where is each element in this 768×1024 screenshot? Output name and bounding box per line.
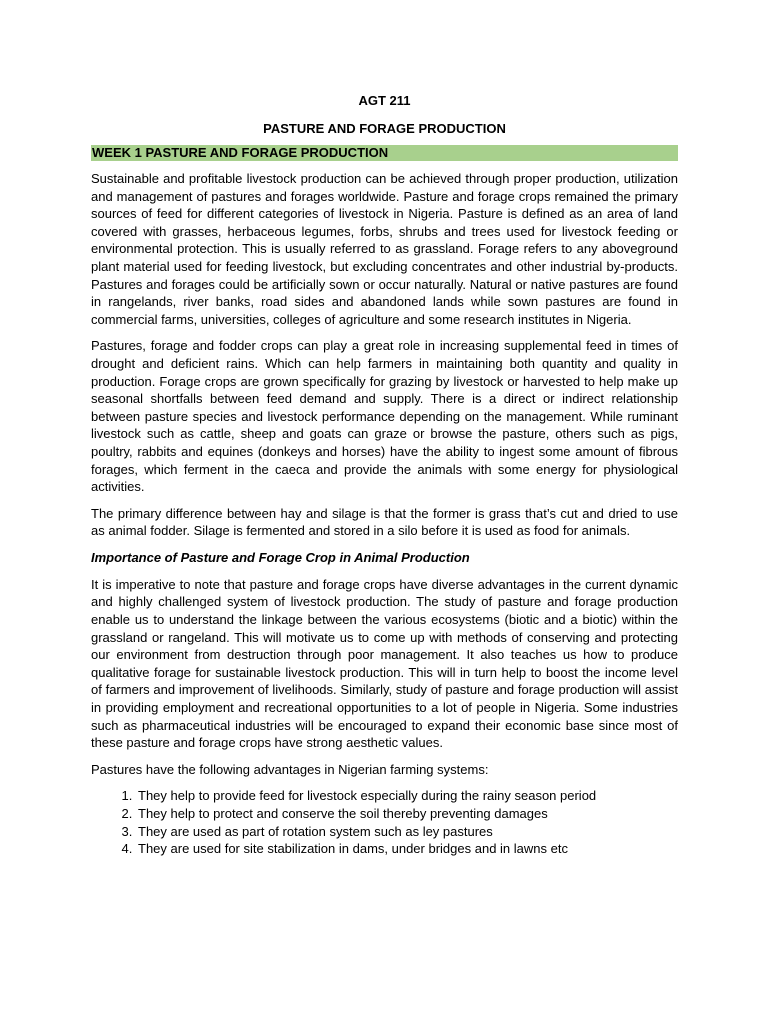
list-item: 3. They are used as part of rotation system such as ley pastures (136, 823, 678, 841)
intro-paragraph: Sustainable and profitable livestock production can be achieved through proper production, utilization and management of pastures and forages worldwide. Pasture and forage crops remained the primary sources of feed for different categories of livestock in Nigeria. Pasture is defined as an area of land covered with grasses, herbaceous legumes, forbs, shrubs and trees used for livestock feeding or environmental protection. This is usually referred to as grassland. Forage refers to any aboveground plant material used for feeding livestock, but excluding concentrates and other industrial by-products. Pastures and forages could be artificially sown or occur naturally. Natural or native pastures are found in rangelands, river banks, road sides and abandoned lands while sown pastures are found in commercial farms, universities, colleges of agriculture and some research institutes in Nigeria. (91, 171, 678, 327)
importance-subheading: Importance of Pasture and Forage Crop in Animal Production (91, 549, 470, 565)
course-code: AGT 211 (358, 93, 411, 108)
document-content (91, 93, 678, 858)
advantages-list (91, 787, 678, 857)
fodder-paragraph: Pastures, forage and fodder crops can play a great role in increasing supplemental feed in times of drought and deficient rains. Which can help farmers in maintaining both quantity and quality in production. Forage crops are grown specifically for grazing by livestock or harvested to help make up seasonal shortfalls between feed demand and supply. There is a direct or indirect relationship between pasture species and livestock performance depending on the management. While ruminant livestock such as cattle, sheep and goats can graze or browse the pasture, others such as pigs, poultry, rabbits and equines (donkeys and horses) have the ability to ingest some amount of fibrous forages, which ferment in the caeca and provide the animals with some energy for physiological activities. (91, 338, 678, 495)
list-item: 4. They are used for site stabilization in dams, under bridges and in lawns etc (136, 840, 678, 858)
hay-silage-paragraph: The primary difference between hay and silage is that the former is grass that’s cut and dried to use as animal fodder. Silage is fermented and stored in a silo before it is used as food for animals. (91, 505, 678, 539)
list-item: 1. They help to provide feed for livestock especially during the rainy season period (136, 787, 678, 805)
importance-paragraph: It is imperative to note that pasture and forage crops have diverse advantages in the current dynamic and highly challenged system of livestock production. The study of pasture and forage production enable us to understand the linkage between the various ecosystems (biotic and a biotic) within the grassland or rangeland. This will motivate us to come up with methods of conserving and protecting our environment from destruction through poor management. It also teaches us how to produce qualitative forage for sustainable livestock production. This will in turn help to boost the income level of farmers and improvement of livelihoods. Similarly, study of pasture and forage production will assist in providing employment and recreational opportunities to a lot of people in Nigeria. Some industries such as pharmaceutical industries will be encouraged to expand their economic base since most of these pasture and forage crops have strong aesthetic values. (91, 576, 678, 751)
list-intro: Pastures have the following advantages in Nigerian farming systems: (91, 761, 489, 777)
week-heading: WEEK 1 PASTURE AND FORAGE PRODUCTION (91, 145, 678, 161)
list-item: 2. They help to protect and conserve the soil thereby preventing damages (136, 805, 678, 823)
course-title: PASTURE AND FORAGE PRODUCTION (263, 121, 506, 136)
